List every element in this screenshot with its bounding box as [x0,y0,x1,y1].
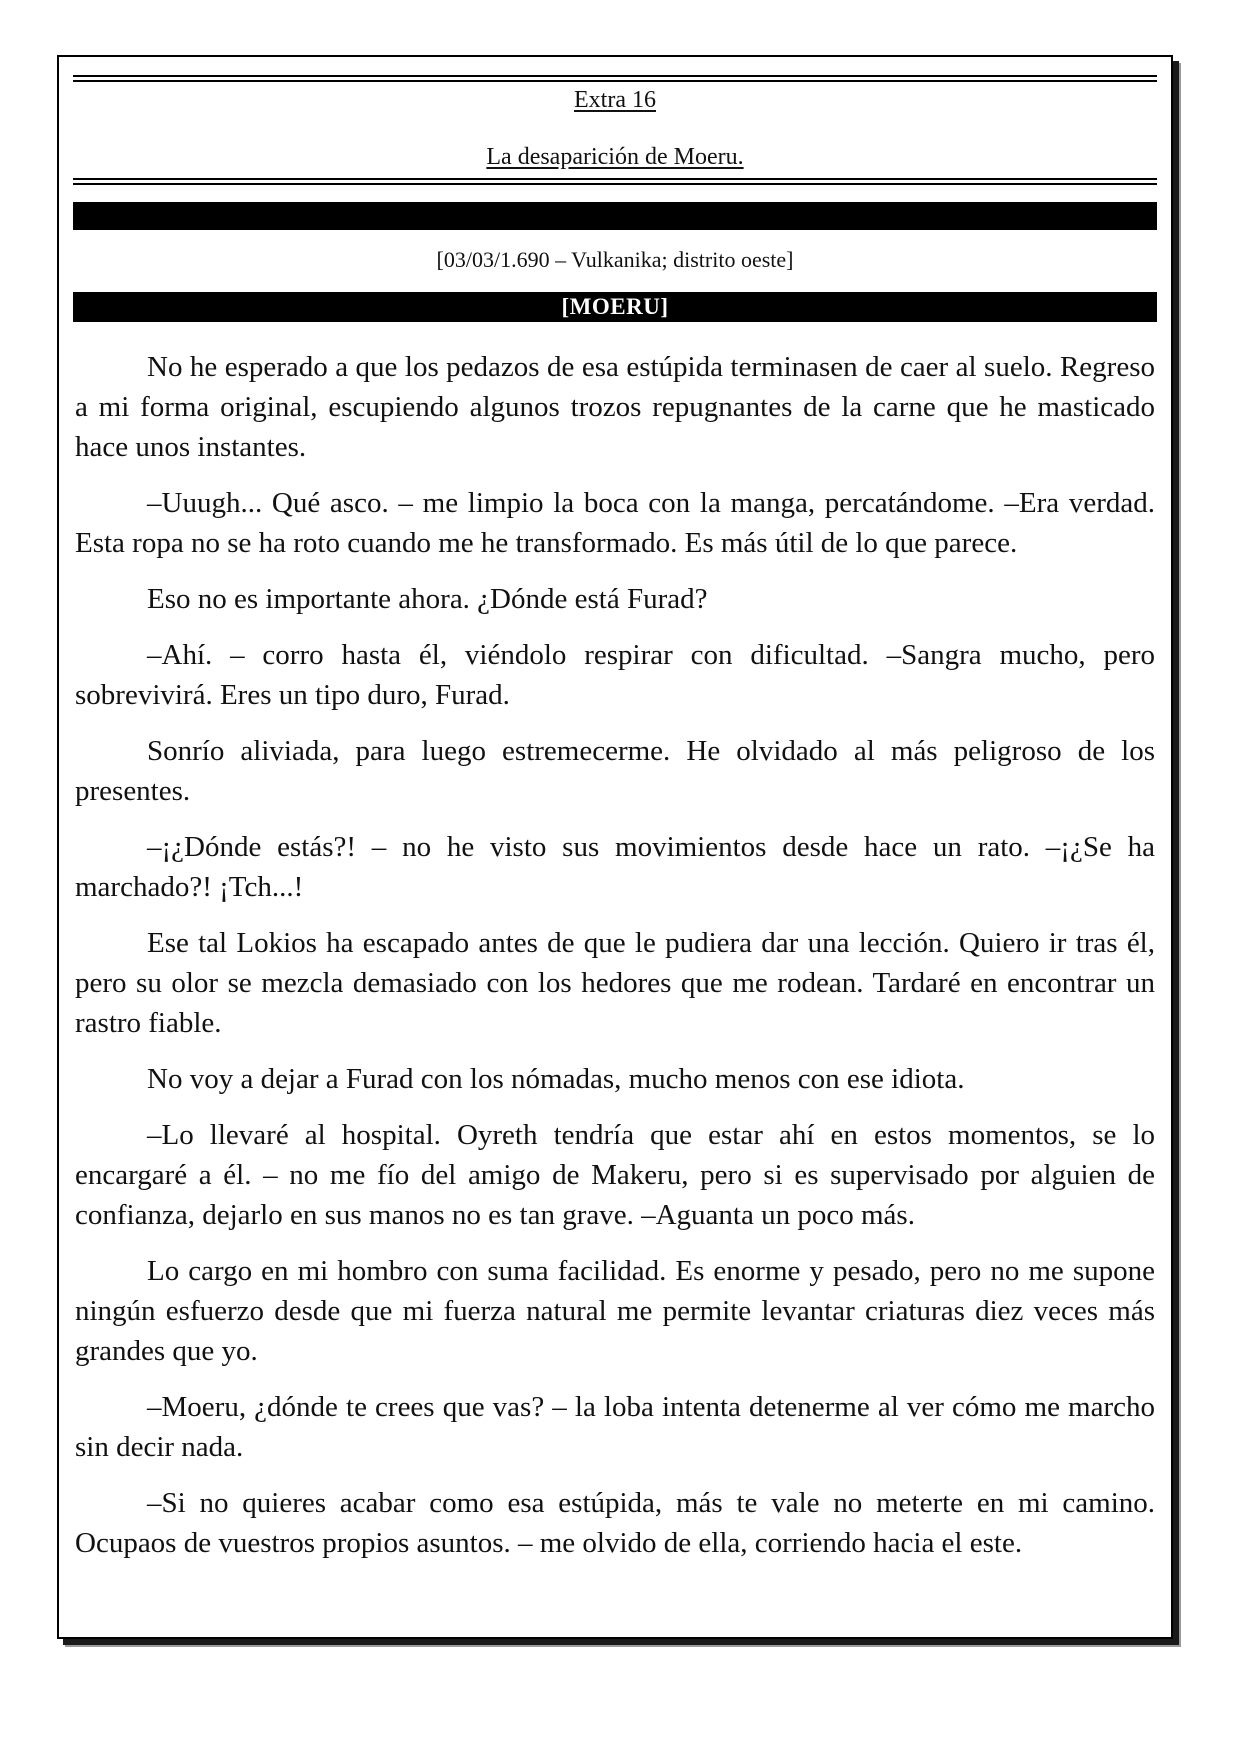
paragraph: Eso no es importante ahora. ¿Dónde está Furad? [147,583,708,615]
paragraph: Lo cargo en mi hombro con suma facilidad. Es enorme y pesado, pero no me supone ningún esfuerzo desde que mi fuerza natural me permite levantar criaturas diez veces más grandes que yo. [75,1255,1155,1367]
paragraph: Sonrío aliviada, para luego estremecerme. He olvidado al más peligroso de los presentes. [75,735,1155,807]
section-divider-bar [73,202,1157,230]
chapter-title: Extra 16 [574,87,656,113]
pov-banner: [MOERU] [73,292,1157,322]
page-frame [57,55,1173,1639]
paragraph: –Uuugh... Qué asco. – me limpio la boca con la manga, percatándome. –Era verdad. Esta ropa no se ha roto cuando me he transformado. Es más útil de lo que parece. [75,487,1155,559]
header-bottom-rule [73,178,1157,185]
scene-date-location: [03/03/1.690 – Vulkanika; distrito oeste] [436,247,794,272]
story-body [75,347,1155,1579]
paragraph: –Si no quieres acabar como esa estúpida, más te vale no meterte en mi camino. Ocupaos de vuestros propios asuntos. – me olvido de ella, corriendo hacia el este. [75,1487,1155,1559]
paragraph: –¡¿Dónde estás?! – no he visto sus movimientos desde hace un rato. –¡¿Se ha marchado?! ¡Tch...! [75,831,1155,903]
paragraph: –Lo llevaré al hospital. Oyreth tendría que estar ahí en estos momentos, se lo encargaré a él. – no me fío del amigo de Makeru, pero si es supervisado por alguien de confianza, dejarlo en sus manos no es tan grave. –Aguanta un poco más. [75,1119,1155,1231]
paragraph: Ese tal Lokios ha escapado antes de que le pudiera dar una lección. Quiero ir tras él, pero su olor se mezcla demasiado con los hedores que me rodean. Tardaré en encontrar un rastro fiable. [75,927,1155,1039]
paragraph: –Moeru, ¿dónde te crees que vas? – la loba intenta detenerme al ver cómo me marcho sin decir nada. [75,1391,1155,1463]
header-top-rule [73,75,1157,82]
chapter-subtitle: La desaparición de Moeru. [486,144,744,170]
paragraph: –Ahí. – corro hasta él, viéndolo respirar con dificultad. –Sangra mucho, pero sobrevivirá. Eres un tipo duro, Furad. [75,639,1155,711]
paragraph: No voy a dejar a Furad con los nómadas, mucho menos con ese idiota. [147,1063,965,1095]
paragraph: No he esperado a que los pedazos de esa estúpida terminasen de caer al suelo. Regreso a mi forma original, escupiendo algunos trozos repugnantes de la carne que he masticado hace unos instantes. [75,351,1155,463]
